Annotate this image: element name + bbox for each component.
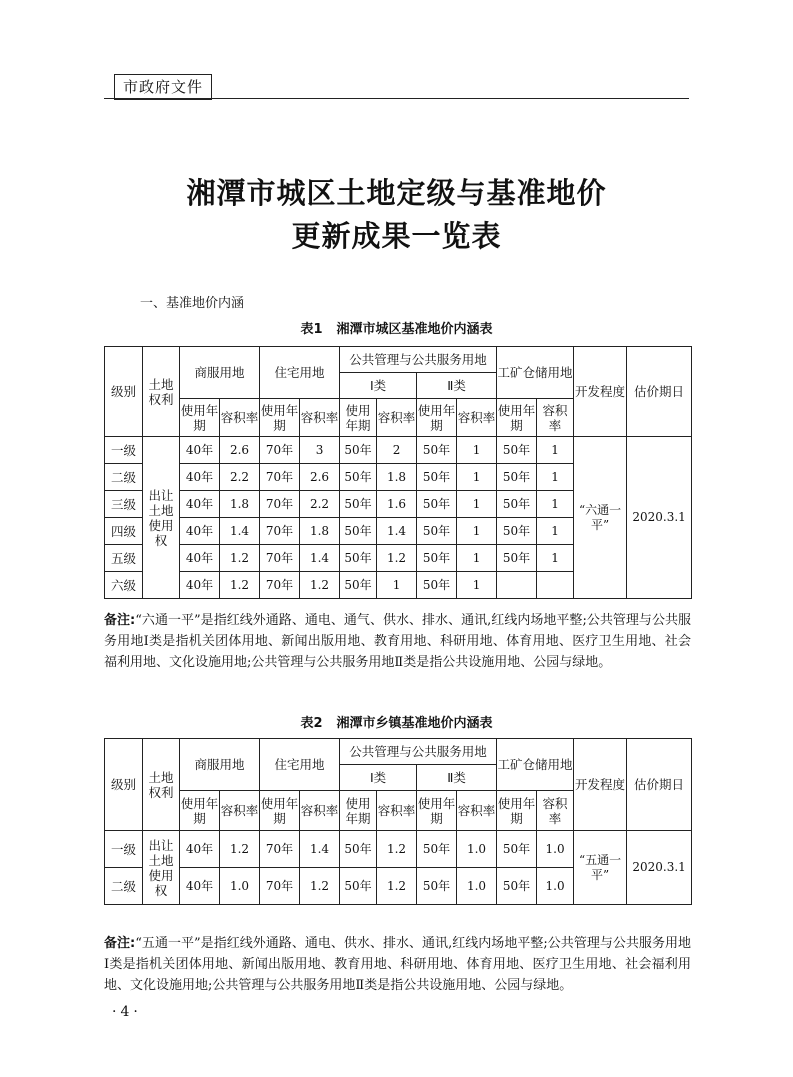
cell: 50年: [497, 491, 537, 518]
cell: 70年: [260, 437, 300, 464]
note-text: “五通一平”是指红线外通路、通电、供水、排水、通讯,红线内场地平整;公共管理与公共服务用地Ⅰ类是指机关团体用地、新闻出版用地、教育用地、科研用地、体育用地、医疗卫生用地、社会福利用地、文化设施用地;公共管理与公共服务用地Ⅱ类是指公共设施用地、公园与绿地。: [104, 936, 691, 993]
cell: 50年: [340, 868, 377, 905]
cell-level: 六级: [105, 572, 143, 599]
cell: 50年: [417, 831, 457, 868]
header-public: 公共管理与公共服务用地: [340, 347, 497, 373]
document-title-line2: 更新成果一览表: [291, 219, 502, 253]
cell: 3: [300, 437, 340, 464]
cell-date: 2020.3.1: [627, 437, 692, 599]
header-far: 容积率: [300, 399, 340, 437]
header-rule: [104, 98, 689, 99]
cell: 50年: [340, 518, 377, 545]
cell: 40年: [180, 831, 220, 868]
page-number: ·4·: [112, 1004, 142, 1020]
header-tag: 市政府文件: [114, 74, 212, 100]
cell: 1: [537, 464, 574, 491]
cell: 70年: [260, 572, 300, 599]
header-years: 使用年期: [260, 399, 300, 437]
header-dev: 开发程度: [574, 739, 627, 831]
header-far: 容积率: [537, 399, 574, 437]
table2-note: [104, 933, 691, 996]
cell: 1.6: [377, 491, 417, 518]
note-label: 备注:: [104, 936, 136, 951]
cell-level: 二级: [105, 868, 143, 905]
cell: [537, 572, 574, 599]
section-heading: 一、基准地价内涵: [140, 296, 245, 311]
cell: 2.6: [220, 437, 260, 464]
cell: 1: [537, 437, 574, 464]
cell: 40年: [180, 572, 220, 599]
table2-caption-text: 湘潭市乡镇基准地价内涵表: [336, 716, 493, 731]
cell: 1.8: [377, 464, 417, 491]
header-residential: 住宅用地: [260, 347, 340, 399]
cell: 70年: [260, 545, 300, 572]
cell: 50年: [417, 464, 457, 491]
header-level: 级别: [105, 347, 143, 437]
cell: 1.8: [220, 491, 260, 518]
cell-level: 四级: [105, 518, 143, 545]
header-level: 级别: [105, 739, 143, 831]
cell: 1.4: [300, 545, 340, 572]
cell: 40年: [180, 437, 220, 464]
cell: 50年: [497, 868, 537, 905]
cell-level: 一级: [105, 831, 143, 868]
cell: 50年: [417, 545, 457, 572]
cell: 1.4: [300, 831, 340, 868]
header-years: 使用年期: [497, 791, 537, 831]
cell: 1.2: [300, 868, 340, 905]
cell-level: 二级: [105, 464, 143, 491]
cell: 1: [457, 518, 497, 545]
cell: 50年: [340, 831, 377, 868]
cell: 1.2: [220, 545, 260, 572]
cell-date: 2020.3.1: [627, 831, 692, 905]
cell: 2: [377, 437, 417, 464]
cell: 1: [537, 545, 574, 572]
cell: 1: [457, 545, 497, 572]
cell: 50年: [340, 545, 377, 572]
header-years: 使用年期: [340, 791, 377, 831]
cell: 50年: [497, 545, 537, 572]
cell: 40年: [180, 545, 220, 572]
cell: 50年: [340, 491, 377, 518]
note-label: 备注:: [104, 613, 136, 628]
cell: 1.0: [537, 831, 574, 868]
table1-caption-number: 表1: [300, 322, 323, 337]
cell: 1: [537, 491, 574, 518]
cell: 70年: [260, 868, 300, 905]
header-public: 公共管理与公共服务用地: [340, 739, 497, 765]
cell: [497, 572, 537, 599]
header-years: 使用年期: [497, 399, 537, 437]
cell: 40年: [180, 464, 220, 491]
header-class2: Ⅱ类: [417, 373, 497, 399]
table1-caption-text: 湘潭市城区基准地价内涵表: [336, 322, 493, 337]
cell: 1: [457, 464, 497, 491]
header-date: 估价期日: [627, 347, 692, 437]
cell: 50年: [497, 831, 537, 868]
header-industrial: 工矿仓储用地: [497, 347, 574, 399]
cell: 50年: [497, 437, 537, 464]
header-far: 容积率: [457, 399, 497, 437]
cell: 50年: [417, 572, 457, 599]
header-far: 容积率: [457, 791, 497, 831]
header-far: 容积率: [220, 791, 260, 831]
header-years: 使用年期: [417, 399, 457, 437]
table1-note: [104, 610, 691, 673]
cell-dev: “五通一平”: [574, 831, 627, 905]
header-far: 容积率: [377, 399, 417, 437]
cell: 70年: [260, 518, 300, 545]
cell: 40年: [180, 868, 220, 905]
cell: 40年: [180, 491, 220, 518]
header-land-right: 土地权利: [143, 347, 180, 437]
header-industrial: 工矿仓储用地: [497, 739, 574, 791]
table1: [104, 346, 692, 599]
header-residential: 住宅用地: [260, 739, 340, 791]
cell: 40年: [180, 518, 220, 545]
cell: 2.6: [300, 464, 340, 491]
cell: 50年: [497, 464, 537, 491]
note-text: “六通一平”是指红线外通路、通电、通气、供水、排水、通讯,红线内场地平整;公共管理与公共服务用地Ⅰ类是指机关团体用地、新闻出版用地、教育用地、科研用地、体育用地、医疗卫生用地、社会福利用地、文化设施用地;公共管理与公共服务用地Ⅱ类是指公共设施用地、公园与绿地。: [104, 613, 691, 670]
cell: 50年: [497, 518, 537, 545]
cell: 50年: [340, 464, 377, 491]
document-title-line1: 湘潭市城区土地定级与基准地价: [186, 176, 607, 210]
header-years: 使用年期: [340, 399, 377, 437]
cell-level: 五级: [105, 545, 143, 572]
cell: 1.4: [220, 518, 260, 545]
cell: 50年: [340, 437, 377, 464]
cell: 50年: [340, 572, 377, 599]
cell-level: 三级: [105, 491, 143, 518]
cell: 1: [537, 518, 574, 545]
cell: 1: [377, 572, 417, 599]
cell: 1.8: [300, 518, 340, 545]
table-row: [105, 437, 692, 464]
cell: 50年: [417, 437, 457, 464]
header-dev: 开发程度: [574, 347, 627, 437]
cell: 1.0: [457, 868, 497, 905]
header-commercial: 商服用地: [180, 739, 260, 791]
cell: 1.2: [377, 545, 417, 572]
header-commercial: 商服用地: [180, 347, 260, 399]
cell: 50年: [417, 868, 457, 905]
cell: 1.0: [457, 831, 497, 868]
header-class2: Ⅱ类: [417, 765, 497, 791]
cell: 50年: [417, 518, 457, 545]
header-land-right: 土地权利: [143, 739, 180, 831]
cell: 1.2: [377, 831, 417, 868]
cell: 70年: [260, 831, 300, 868]
cell: 1.0: [537, 868, 574, 905]
header-years: 使用年期: [180, 791, 220, 831]
cell: 1.2: [377, 868, 417, 905]
cell-dev: “六通一平”: [574, 437, 627, 599]
header-far: 容积率: [537, 791, 574, 831]
header-years: 使用年期: [180, 399, 220, 437]
header-far: 容积率: [220, 399, 260, 437]
table2: [104, 738, 692, 905]
header-years: 使用年期: [417, 791, 457, 831]
cell: 1.2: [220, 831, 260, 868]
cell-land-right: 出让土地使用权: [143, 437, 180, 599]
cell-level: 一级: [105, 437, 143, 464]
header-class1: Ⅰ类: [340, 765, 417, 791]
table-row: [105, 831, 692, 868]
cell: 1.4: [377, 518, 417, 545]
cell: 1: [457, 572, 497, 599]
header-years: 使用年期: [260, 791, 300, 831]
cell: 1.2: [300, 572, 340, 599]
cell: 1: [457, 491, 497, 518]
table2-caption-number: 表2: [300, 716, 323, 731]
table2-caption: [0, 712, 793, 731]
cell: 2.2: [300, 491, 340, 518]
header-far: 容积率: [377, 791, 417, 831]
header-class1: Ⅰ类: [340, 373, 417, 399]
header-date: 估价期日: [627, 739, 692, 831]
header-far: 容积率: [300, 791, 340, 831]
cell: 50年: [417, 491, 457, 518]
cell-land-right: 出让土地使用权: [143, 831, 180, 905]
cell: 70年: [260, 491, 300, 518]
cell: 1: [457, 437, 497, 464]
table1-caption: [0, 318, 793, 337]
cell: 70年: [260, 464, 300, 491]
cell: 1.0: [220, 868, 260, 905]
cell: 2.2: [220, 464, 260, 491]
cell: 1.2: [220, 572, 260, 599]
